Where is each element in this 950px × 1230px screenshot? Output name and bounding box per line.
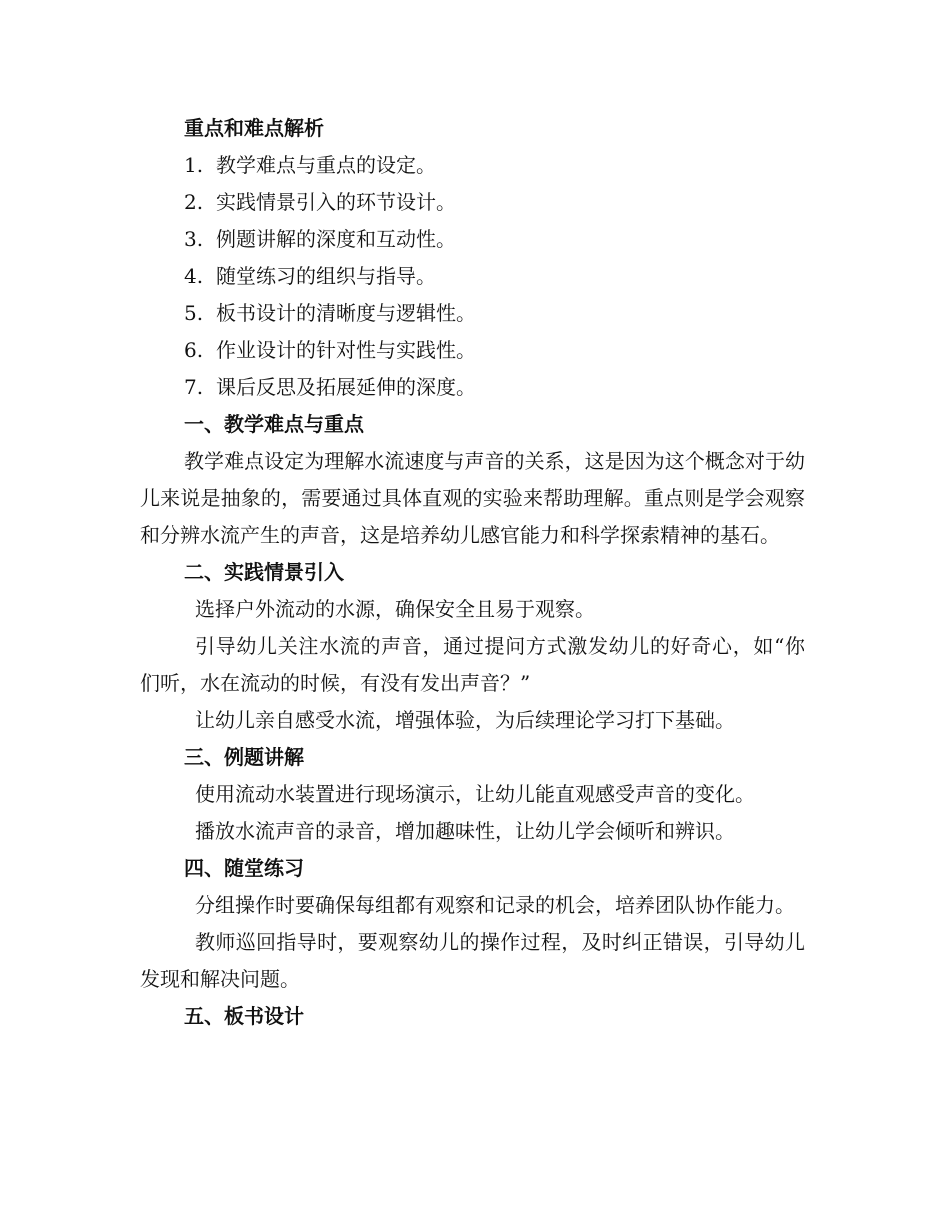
list-item [140,221,805,258]
list-item [140,258,805,295]
list-item [140,184,805,221]
section-heading: 一、教学难点与重点 [184,412,364,436]
section-paragraph: 引导幼儿关注水流的声音，通过提问方式激发幼儿的好奇心，如“你们听，水在流动的时候，有没有发出声音？” [140,634,805,695]
section-paragraph: 使用流动水装置进行现场演示，让幼儿能直观感受声音的变化。 [195,782,755,806]
section-heading: 四、随堂练习 [184,856,304,880]
list-text: 随堂练习的组织与指导。 [216,264,436,288]
document-body [140,110,805,1035]
section-paragraph: 教学难点设定为理解水流速度与声音的关系，这是因为这个概念对于幼儿来说是抽象的，需要通过具体直观的实验来帮助理解。重点则是学会观察和分辨水流产生的声音，这是培养幼儿感官能力和科学探索精神的基石。 [140,449,805,547]
document-title: 重点和难点解析 [184,116,324,140]
section-heading: 三、例题讲解 [184,745,304,769]
section-paragraph: 教师巡回指导时，要观察幼儿的操作过程，及时纠正错误，引导幼儿发现和解决问题。 [140,930,805,991]
list-text: 课后反思及拓展延伸的深度。 [216,375,476,399]
section-paragraph: 让幼儿亲自感受水流，增强体验，为后续理论学习打下基础。 [195,708,735,732]
list-item [140,369,805,406]
list-number: 7. [184,375,204,399]
section-paragraph: 分组操作时要确保每组都有观察和记录的机会，培养团队协作能力。 [195,893,795,917]
list-number: 3. [184,227,204,251]
section-paragraph: 选择户外流动的水源，确保安全且易于观察。 [195,597,595,621]
list-text: 作业设计的针对性与实践性。 [216,338,476,362]
list-item [140,147,805,184]
list-number: 5. [184,301,204,325]
list-number: 6. [184,338,204,362]
list-text: 教学难点与重点的设定。 [216,153,436,177]
list-item [140,332,805,369]
section-heading: 五、板书设计 [184,1004,304,1028]
list-number: 2. [184,190,204,214]
list-number: 4. [184,264,204,288]
list-text: 实践情景引入的环节设计。 [216,190,456,214]
section-paragraph: 播放水流声音的录音，增加趣味性，让幼儿学会倾听和辨识。 [195,819,735,843]
list-item [140,295,805,332]
list-text: 板书设计的清晰度与逻辑性。 [216,301,476,325]
list-number: 1. [184,153,204,177]
key-points-list [140,147,805,406]
section-heading: 二、实践情景引入 [184,560,344,584]
list-text: 例题讲解的深度和互动性。 [216,227,456,251]
